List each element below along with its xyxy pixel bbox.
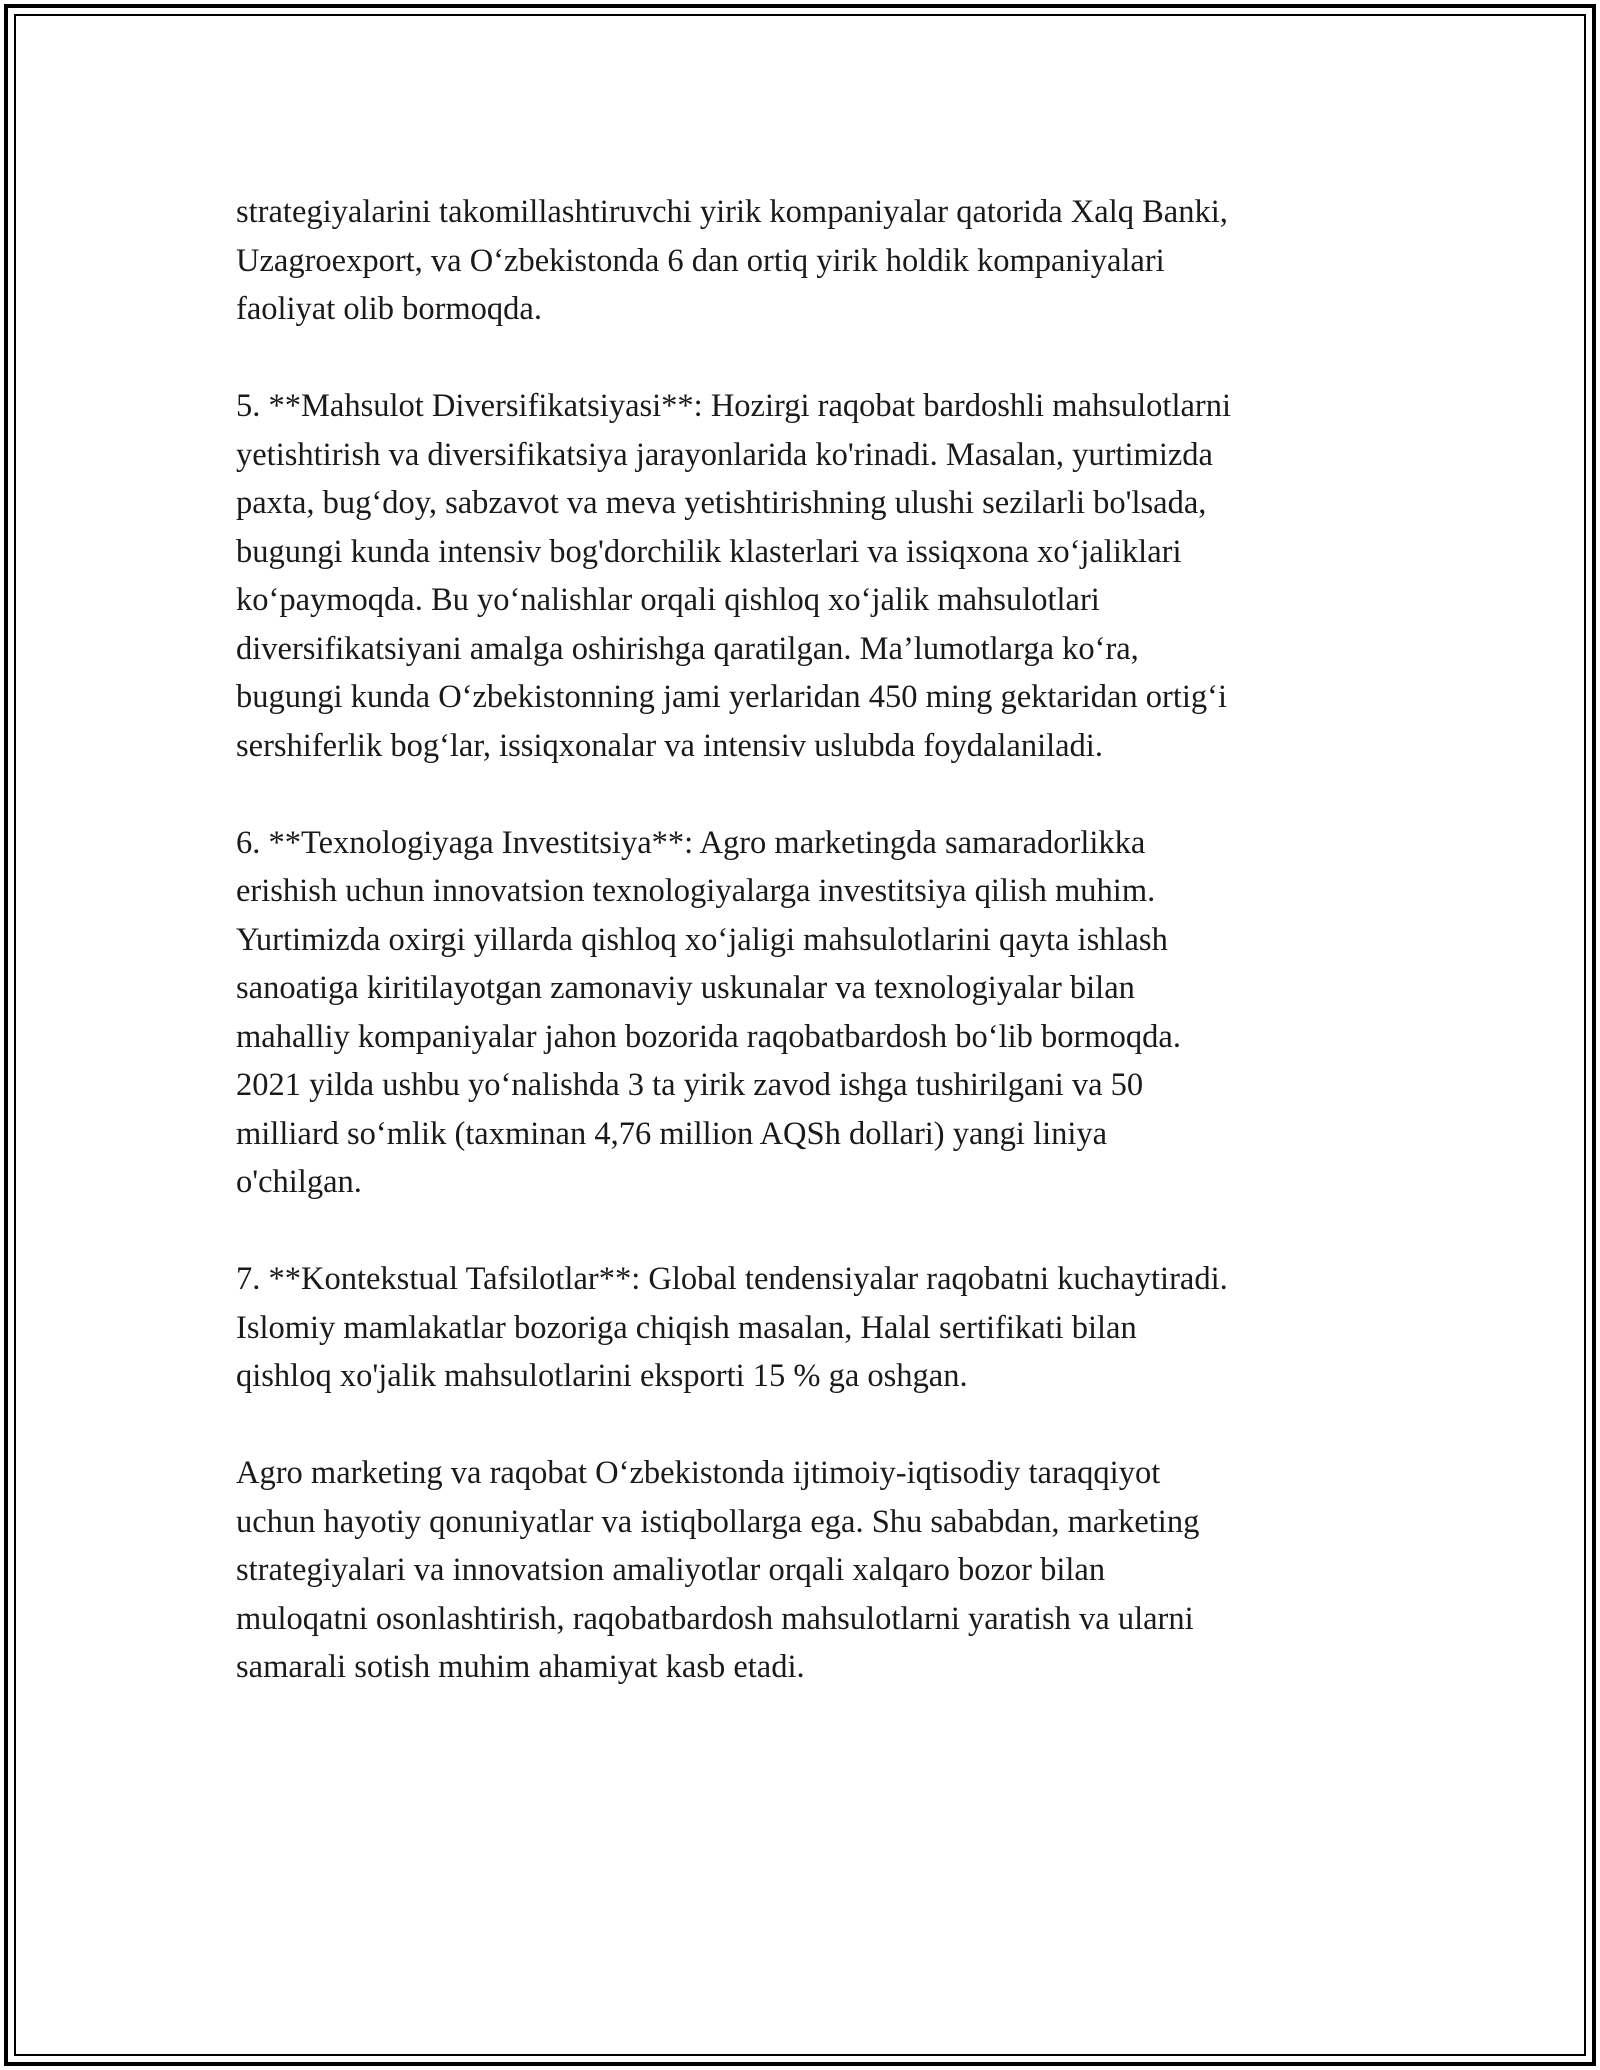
text-line: Yurtimizda oxirgi yillarda qishloq xo‘jaligi mahsulotlarini qayta ishlash [236, 921, 1168, 958]
paragraph-contextual-details [236, 1255, 1386, 1401]
text-line: Uzagroexport, va O‘zbekistonda 6 dan ortiq yirik holdik kompaniyalari [236, 242, 1165, 279]
paragraph-product-diversification [236, 382, 1386, 770]
text-line: faoliyat olib bormoqda. [236, 291, 542, 327]
text-line: mahalliy kompaniyalar jahon bozorida raqobatbardosh bo‘lib bormoqda. [236, 1018, 1181, 1055]
paragraph-conclusion [236, 1449, 1386, 1692]
text-line: qishloq xo'jalik mahsulotlarini eksporti 15 % ga oshgan. [236, 1358, 968, 1394]
text-line: 2021 yilda ushbu yo‘nalishda 3 ta yirik zavod ishga tushirilgani va 50 [236, 1067, 1144, 1103]
text-line: paxta, bug‘doy, sabzavot va meva yetishtirishning ulushi sezilarli bo'lsada, [236, 485, 1207, 521]
text-line: sanoatiga kiritilayotgan zamonaviy uskunalar va texnologiyalar bilan [236, 970, 1135, 1006]
paragraph-technology-investment [236, 819, 1386, 1207]
text-line: bugungi kunda O‘zbekistonning jami yerlaridan 450 ming gektaridan ortig‘i [236, 679, 1228, 715]
text-line: diversifikatsiyani amalga oshirishga qaratilgan. Ma’lumotlarga ko‘ra, [236, 630, 1139, 667]
text-line: sershiferlik bog‘lar, issiqxonalar va intensiv uslubda foydalaniladi. [236, 727, 1103, 764]
text-line: uchun hayotiy qonuniyatlar va istiqbollarga ega. Shu sababdan, marketing [236, 1503, 1200, 1540]
text-line: 5. **Mahsulot Diversifikatsiyasi**: Hozirgi raqobat bardoshli mahsulotlarni [236, 388, 1232, 424]
text-line: 6. **Texnologiyaga Investitsiya**: Agro marketingda samaradorlikka [236, 824, 1146, 861]
text-line: milliard so‘mlik (taxminan 4,76 million AQSh dollari) yangi liniya [236, 1115, 1108, 1152]
text-line: erishish uchun innovatsion texnologiyalarga investitsiya qilish muhim. [236, 873, 1156, 909]
text-line: samarali sotish muhim ahamiyat kasb etadi. [236, 1649, 805, 1685]
text-line: ko‘paymoqda. Bu yo‘nalishlar orqali qishloq xo‘jalik mahsulotlari [236, 582, 1100, 618]
text-line: strategiyalari va innovatsion amaliyotlar orqali xalqaro bozor bilan [236, 1552, 1106, 1588]
text-line: yetishtirish va diversifikatsiya jarayonlarida ko'rinadi. Masalan, yurtimizda [236, 436, 1213, 473]
text-line: 7. **Kontekstual Tafsilotlar**: Global tendensiyalar raqobatni kuchaytiradi. [236, 1261, 1228, 1297]
text-line: muloqatni osonlashtirish, raqobatbardosh mahsulotlarni yaratish va ularni [236, 1600, 1194, 1637]
text-line: strategiyalarini takomillashtiruvchi yirik kompaniyalar qatorida Xalq Banki, [236, 194, 1228, 230]
text-line: Islomiy mamlakatlar bozoriga chiqish masalan, Halal sertifikati bilan [236, 1309, 1137, 1346]
text-line: Agro marketing va raqobat O‘zbekistonda ijtimoiy-iqtisodiy taraqqiyot [236, 1455, 1161, 1491]
document-body [236, 188, 1386, 1692]
paragraph-intro-continuation [236, 188, 1386, 334]
text-line: bugungi kunda intensiv bog'dorchilik klasterlari va issiqxona xo‘jaliklari [236, 533, 1182, 570]
text-line: o'chilgan. [236, 1164, 362, 1200]
